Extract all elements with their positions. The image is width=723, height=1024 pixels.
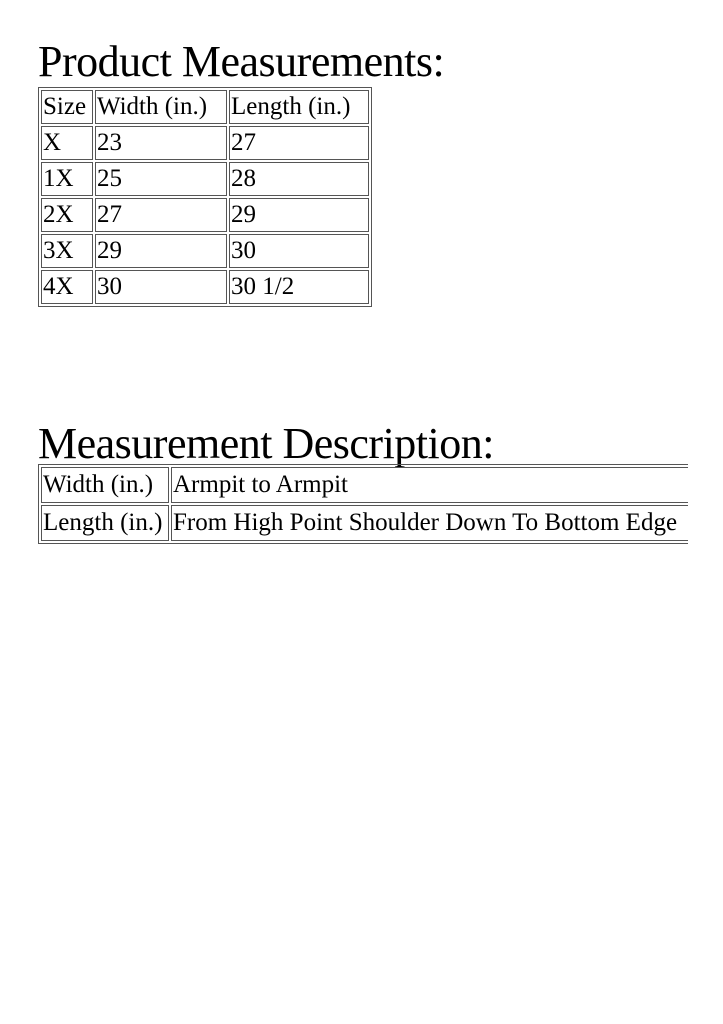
table-row <box>41 234 369 268</box>
table-row <box>41 198 369 232</box>
width-cell: 23 <box>95 126 227 160</box>
size-cell: 1X <box>41 162 93 196</box>
table-row <box>41 505 688 541</box>
description-text-cell: From High Point Shoulder Down To Bottom Edge <box>171 505 688 541</box>
table-row <box>41 270 369 304</box>
measurement-description-title: Measurement Description: <box>38 419 494 468</box>
length-cell: 30 <box>229 234 369 268</box>
description-table-clip <box>38 464 688 614</box>
table-row <box>41 126 369 160</box>
size-cell: X <box>41 126 93 160</box>
measurements-table <box>38 87 372 307</box>
length-cell: 30 1/2 <box>229 270 369 304</box>
header-width: Width (in.) <box>95 90 227 124</box>
header-size: Size <box>41 90 93 124</box>
width-cell: 27 <box>95 198 227 232</box>
description-text-cell: Armpit to Armpit <box>171 467 688 503</box>
length-cell: 28 <box>229 162 369 196</box>
width-cell: 30 <box>95 270 227 304</box>
table-row <box>41 162 369 196</box>
table-row <box>41 467 688 503</box>
size-cell: 3X <box>41 234 93 268</box>
length-cell: 27 <box>229 126 369 160</box>
description-label-cell: Length (in.) <box>41 505 169 541</box>
size-cell: 2X <box>41 198 93 232</box>
length-cell: 29 <box>229 198 369 232</box>
description-table <box>38 464 688 544</box>
size-cell: 4X <box>41 270 93 304</box>
table-header-row <box>41 90 369 124</box>
product-measurements-title: Product Measurements: <box>38 37 445 86</box>
header-length: Length (in.) <box>229 90 369 124</box>
width-cell: 29 <box>95 234 227 268</box>
width-cell: 25 <box>95 162 227 196</box>
description-label-cell: Width (in.) <box>41 467 169 503</box>
